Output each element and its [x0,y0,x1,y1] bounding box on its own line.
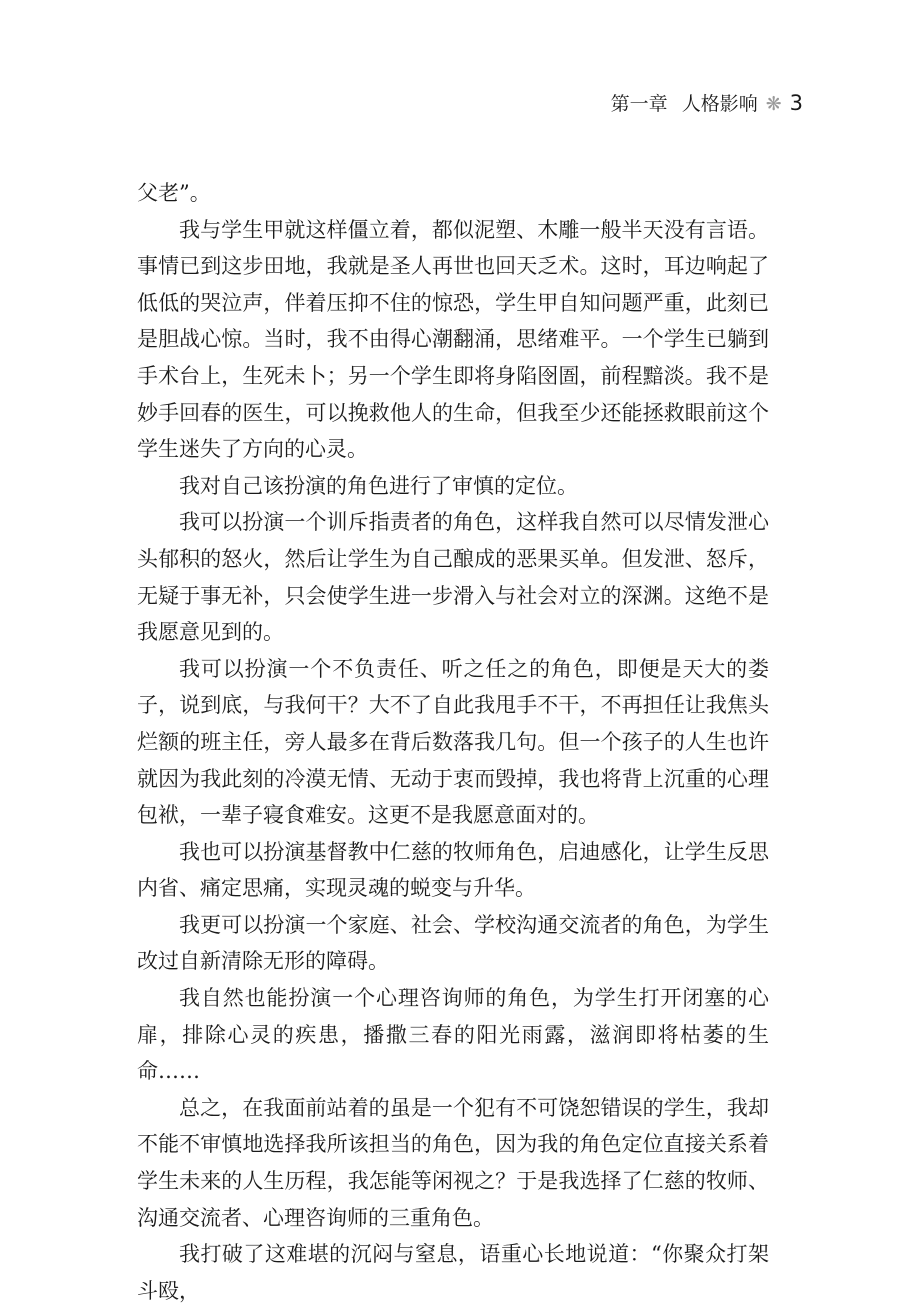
paragraph: 我可以扮演一个不负责任、听之任之的角色，即便是天大的娄子，说到底，与我何干？大不了自此我甩手不干，不再担任让我焦头烂额的班主任，旁人最多在背后数落我几句。但一个孩子的人生也许就因为我此刻的冷漠无情、无动于衷而毁掉，我也将背上沉重的心理包袱，一辈子寝食难安。这更不是我愿意面对的。 [137,656,769,828]
paragraph-continued: 父老”。 [137,181,211,205]
paragraph: 我可以扮演一个训斥指责者的角色，这样我自然可以尽情发泄心头郁积的怒火，然后让学生为自己酿成的恶果买单。但发泄、怒斥，无疑于事无补，只会使学生进一步滑入与社会对立的深渊。这绝不是我愿意见到的。 [137,510,769,645]
paragraph: 总之，在我面前站着的虽是一个犯有不可饶恕错误的学生，我却不能不审慎地选择我所该担当的角色，因为我的角色定位直接关系着学生未来的人生历程，我怎能等闲视之？于是我选择了仁慈的牧师、沟通交流者、心理咨询师的三重角色。 [137,1095,769,1230]
chapter-number: 第一章 [610,93,668,115]
paragraph: 我也可以扮演基督教中仁慈的牧师角色，启迪感化，让学生反思内省、痛定思痛，实现灵魂的蜕变与升华。 [137,839,769,901]
paragraph: 我与学生甲就这样僵立着，都似泥塑、木雕一般半天没有言语。事情已到这步田地，我就是圣人再世也回天乏术。这时，耳边响起了低低的哭泣声，伴着压抑不住的惊恐，学生甲自知问题严重，此刻已是胆战心惊。当时，我不由得心潮翻涌，思绪难平。一个学生已躺到手术台上，生死未卜；另一个学生即将身陷囹圄，前程黯淡。我不是妙手回春的医生，可以挽救他人的生命，但我至少还能拯救眼前这个学生迷失了方向的心灵。 [137,217,769,462]
body-text [137,175,769,1309]
running-header [611,90,803,117]
paragraph: 我打破了这难堪的沉闷与窒息，语重心长地说道：“你聚众打架斗殴， [137,1242,769,1303]
chapter-title: 人格影响 [681,93,758,115]
asterisk-ornament-icon: ❋ [765,93,782,115]
paragraph: 我自然也能扮演一个心理咨询师的角色，为学生打开闭塞的心扉，排除心灵的疾患，播撒三春的阳光雨露，滋润即将枯萎的生命…… [137,986,769,1084]
paragraph: 我更可以扮演一个家庭、社会、学校沟通交流者的角色，为学生改过自新清除无形的障碍。 [137,912,769,974]
page-number: 3 [789,91,803,115]
paragraph: 我对自己该扮演的角色进行了审慎的定位。 [179,473,578,498]
